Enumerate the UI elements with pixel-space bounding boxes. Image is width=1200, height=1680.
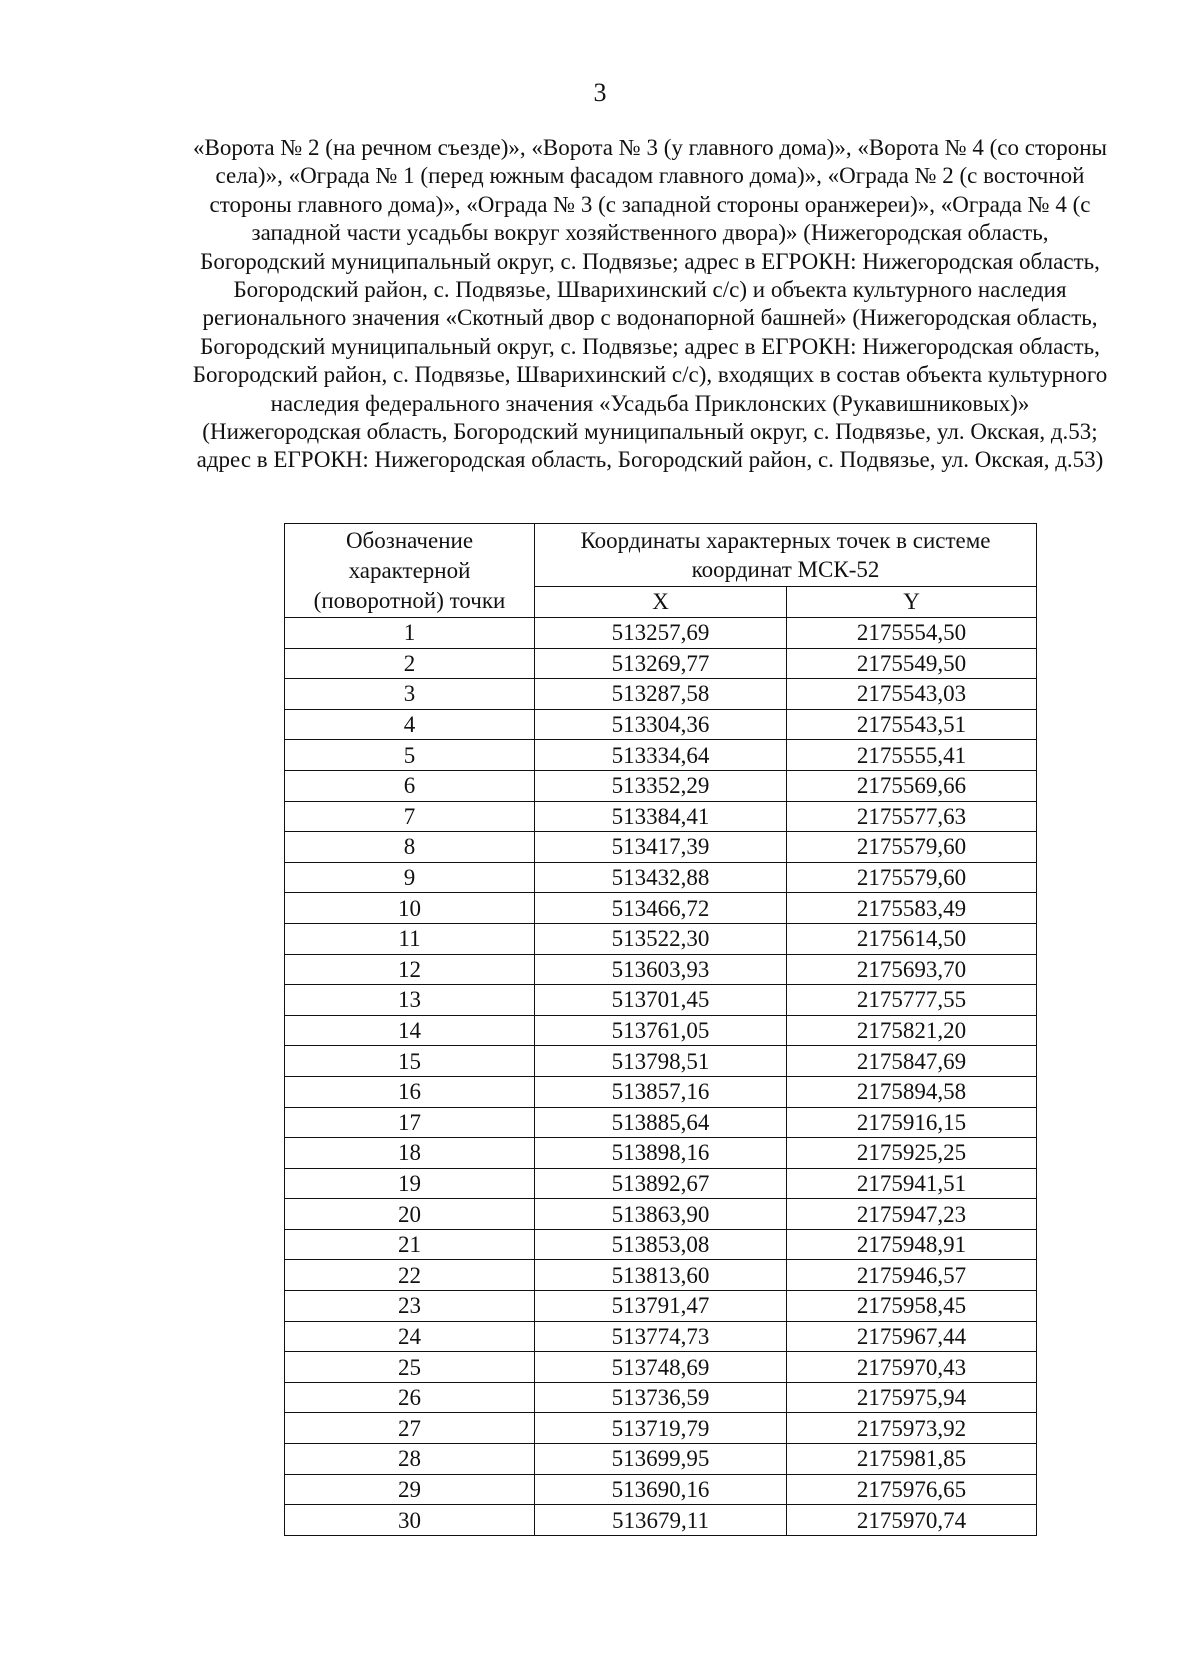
cell-x: 513863,90	[535, 1199, 787, 1230]
cell-y: 2175947,23	[787, 1199, 1037, 1230]
cell-y: 2175577,63	[787, 801, 1037, 832]
cell-x: 513761,05	[535, 1015, 787, 1046]
cell-point: 8	[285, 832, 535, 863]
table-row	[285, 1076, 1037, 1107]
cell-y: 2175549,50	[787, 648, 1037, 679]
cell-x: 513466,72	[535, 893, 787, 924]
cell-x: 513699,95	[535, 1444, 787, 1475]
cell-x: 513417,39	[535, 832, 787, 863]
cell-y: 2175958,45	[787, 1291, 1037, 1322]
cell-point: 10	[285, 893, 535, 924]
cell-point: 2	[285, 648, 535, 679]
table-row	[285, 1444, 1037, 1475]
cell-point: 12	[285, 954, 535, 985]
cell-point: 6	[285, 770, 535, 801]
cell-x: 513603,93	[535, 954, 787, 985]
cell-point: 19	[285, 1168, 535, 1199]
table-header-row	[285, 524, 1037, 587]
cell-point: 22	[285, 1260, 535, 1291]
cell-x: 513304,36	[535, 709, 787, 740]
cell-x: 513736,59	[535, 1382, 787, 1413]
cell-y: 2175555,41	[787, 740, 1037, 771]
coordinates-table	[284, 523, 1037, 1536]
cell-x: 513352,29	[535, 770, 787, 801]
table-row	[285, 1046, 1037, 1077]
cell-y: 2175975,94	[787, 1382, 1037, 1413]
cell-y: 2175569,66	[787, 770, 1037, 801]
cell-x: 513432,88	[535, 862, 787, 893]
cell-x: 513892,67	[535, 1168, 787, 1199]
cell-x: 513334,64	[535, 740, 787, 771]
table-row	[285, 923, 1037, 954]
cell-y: 2175976,65	[787, 1474, 1037, 1505]
cell-y: 2175847,69	[787, 1046, 1037, 1077]
cell-y: 2175948,91	[787, 1229, 1037, 1260]
cell-x: 513384,41	[535, 801, 787, 832]
table-row	[285, 832, 1037, 863]
cell-x: 513287,58	[535, 679, 787, 710]
table-row	[285, 679, 1037, 710]
table-row	[285, 1413, 1037, 1444]
cell-x: 513853,08	[535, 1229, 787, 1260]
table-row	[285, 1199, 1037, 1230]
cell-y: 2175946,57	[787, 1260, 1037, 1291]
table-row	[285, 740, 1037, 771]
cell-point: 28	[285, 1444, 535, 1475]
cell-x: 513522,30	[535, 923, 787, 954]
cell-point: 15	[285, 1046, 535, 1077]
cell-x: 513719,79	[535, 1413, 787, 1444]
cell-x: 513885,64	[535, 1107, 787, 1138]
table-row	[285, 1107, 1037, 1138]
table-body	[285, 618, 1037, 1536]
table-row	[285, 1015, 1037, 1046]
table-row	[285, 1138, 1037, 1169]
table-row	[285, 618, 1037, 649]
cell-x: 513791,47	[535, 1291, 787, 1322]
cell-x: 513690,16	[535, 1474, 787, 1505]
cell-point: 9	[285, 862, 535, 893]
cell-y: 2175925,25	[787, 1138, 1037, 1169]
cell-y: 2175981,85	[787, 1444, 1037, 1475]
cell-y: 2175579,60	[787, 832, 1037, 863]
cell-y: 2175583,49	[787, 893, 1037, 924]
document-heading: «Ворота № 2 (на речном съезде)», «Ворота № 3 (у главного дома)», «Ворота № 4 (со стороны села)», «Ограда № 1 (перед южным фасадом главного дома)», «Ограда № 2 (с восточной стороны главного дома)», «Ограда № 3 (с западной стороны оранжереи)», «Ограда № 4 (с западной части усадьбы вокруг хозяйственного двора)» (Нижегородская область, Богородский муниципальный округ, с. Подвязье; адрес в ЕГРОКН: Нижегородская область, Богородский район, с. Подвязье, Шварихинский с/с) и объекта культурного наследия регионального значения «Скотный двор с водонапорной башней» (Нижегородская область, Богородский муниципальный округ, с. Подвязье; адрес в ЕГРОКН: Нижегородская область, Богородский район, с. Подвязье, Шварихинский с/с), входящих в состав объекта культурного наследия федерального значения «Усадьба Приклонских (Рукавишниковых)» (Нижегородская область, Богородский муниципальный округ, с. Подвязье, ул. Окская, д.53; адрес в ЕГРОКН: Нижегородская область, Богородский район, с. Подвязье, ул. Окская, д.53)	[192, 135, 1108, 473]
cell-y: 2175614,50	[787, 923, 1037, 954]
table-row	[285, 770, 1037, 801]
cell-point: 25	[285, 1352, 535, 1383]
table-row	[285, 801, 1037, 832]
table-row	[285, 985, 1037, 1016]
table-row	[285, 862, 1037, 893]
cell-x: 513798,51	[535, 1046, 787, 1077]
cell-y: 2175970,74	[787, 1505, 1037, 1536]
table-row	[285, 709, 1037, 740]
cell-y: 2175973,92	[787, 1413, 1037, 1444]
cell-y: 2175821,20	[787, 1015, 1037, 1046]
table-row	[285, 1382, 1037, 1413]
cell-point: 20	[285, 1199, 535, 1230]
page-number: 3	[593, 78, 607, 107]
cell-x: 513774,73	[535, 1321, 787, 1352]
table-row	[285, 1321, 1037, 1352]
cell-point: 14	[285, 1015, 535, 1046]
header-x: X	[535, 587, 787, 618]
table-row	[285, 893, 1037, 924]
cell-y: 2175543,51	[787, 709, 1037, 740]
table-row	[285, 1505, 1037, 1536]
table-row	[285, 1168, 1037, 1199]
cell-y: 2175543,03	[787, 679, 1037, 710]
table-row	[285, 954, 1037, 985]
header-y: Y	[787, 587, 1037, 618]
cell-y: 2175970,43	[787, 1352, 1037, 1383]
cell-point: 1	[285, 618, 535, 649]
cell-y: 2175894,58	[787, 1076, 1037, 1107]
cell-point: 5	[285, 740, 535, 771]
cell-point: 27	[285, 1413, 535, 1444]
cell-point: 17	[285, 1107, 535, 1138]
cell-y: 2175554,50	[787, 618, 1037, 649]
header-coordinates: Координаты характерных точек в системе координат МСК-52	[535, 524, 1037, 587]
cell-x: 513701,45	[535, 985, 787, 1016]
cell-point: 26	[285, 1382, 535, 1413]
cell-y: 2175777,55	[787, 985, 1037, 1016]
cell-point: 21	[285, 1229, 535, 1260]
header-point-designation: Обозначение характерной (поворотной) точки	[285, 524, 535, 618]
cell-point: 30	[285, 1505, 535, 1536]
cell-y: 2175967,44	[787, 1321, 1037, 1352]
cell-y: 2175579,60	[787, 862, 1037, 893]
cell-point: 16	[285, 1076, 535, 1107]
cell-x: 513269,77	[535, 648, 787, 679]
cell-point: 29	[285, 1474, 535, 1505]
table-row	[285, 1474, 1037, 1505]
cell-y: 2175693,70	[787, 954, 1037, 985]
cell-point: 18	[285, 1138, 535, 1169]
cell-y: 2175941,51	[787, 1168, 1037, 1199]
cell-x: 513748,69	[535, 1352, 787, 1383]
cell-y: 2175916,15	[787, 1107, 1037, 1138]
table-row	[285, 1291, 1037, 1322]
table-row	[285, 1229, 1037, 1260]
cell-x: 513813,60	[535, 1260, 787, 1291]
cell-point: 23	[285, 1291, 535, 1322]
cell-point: 13	[285, 985, 535, 1016]
cell-x: 513898,16	[535, 1138, 787, 1169]
cell-x: 513857,16	[535, 1076, 787, 1107]
cell-point: 24	[285, 1321, 535, 1352]
cell-x: 513257,69	[535, 618, 787, 649]
table-row	[285, 1260, 1037, 1291]
table-row	[285, 1352, 1037, 1383]
cell-point: 3	[285, 679, 535, 710]
cell-x: 513679,11	[535, 1505, 787, 1536]
cell-point: 7	[285, 801, 535, 832]
cell-point: 11	[285, 923, 535, 954]
table-row	[285, 648, 1037, 679]
cell-point: 4	[285, 709, 535, 740]
